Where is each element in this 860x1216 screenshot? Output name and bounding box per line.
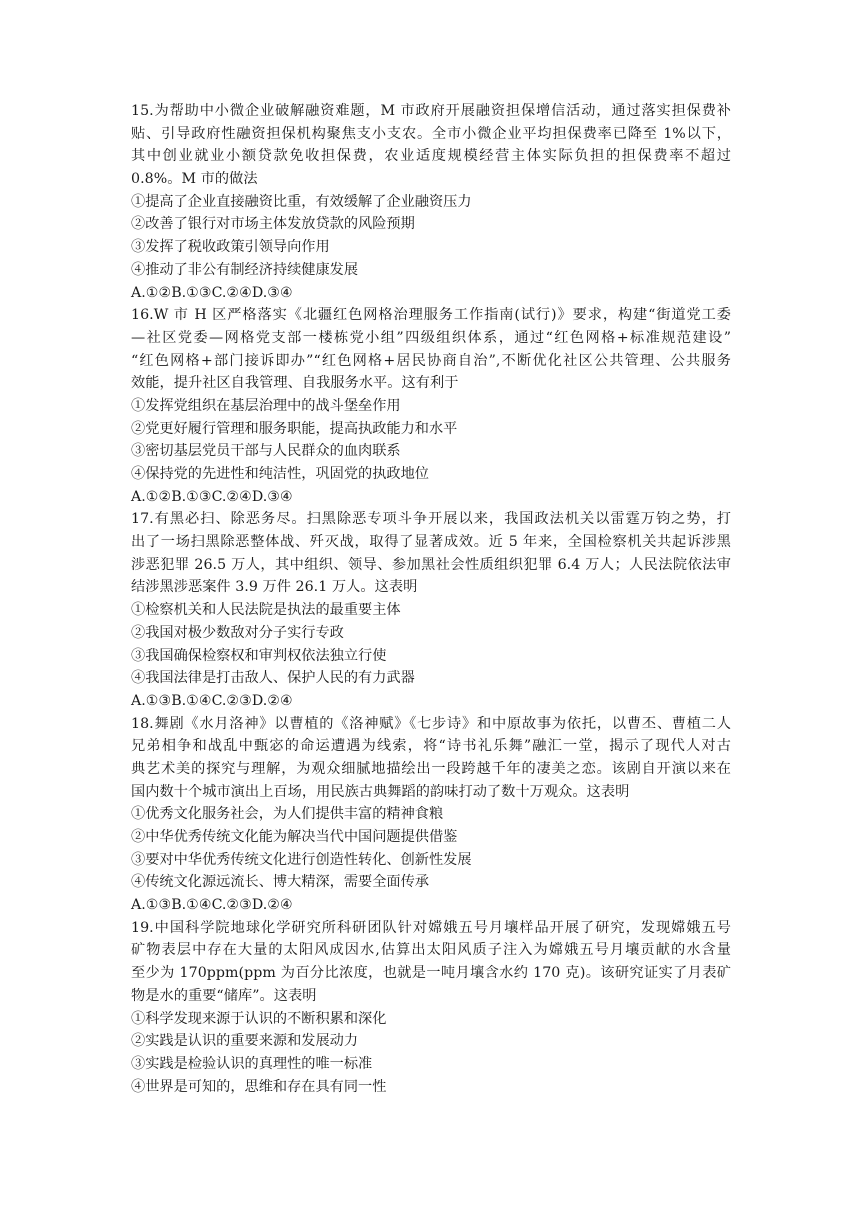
option-3: ③要对中华优秀传统文化进行创造性转化、创新性发展 [131, 851, 472, 868]
stem-line: 其中创业就业小额贷款免收担保费，农业适度规模经营主体实际负担的担保费率不超过 [131, 148, 731, 165]
stem-line: “红色网格+部门接诉即办”“红色网格+居民协商自治”,不断优化社区公共管理、公共服务 [131, 352, 731, 369]
question-stem [131, 917, 731, 1008]
stem-line: 效能，提升社区自我管理、自我服务水平。这有利于 [131, 375, 459, 392]
question-18 [131, 713, 731, 917]
option-2: ②中华优秀传统文化能为解决当代中国问题提供借鉴 [131, 829, 458, 845]
answer-choices: A.①②B.①③C.②④D.③④ [131, 488, 293, 505]
option-4: ④世界是可知的，思维和存在具有同一性 [131, 1078, 387, 1095]
option-2: ②实践是认识的重要来源和发展动力 [131, 1033, 359, 1050]
option-4: ④推动了非公有制经济持续健康发展 [131, 261, 359, 278]
stem-line: 出了一场扫黑除恶整体战、歼灭战，取得了显著成效。近 5 年来，全国检察机关共起诉涉黑 [131, 534, 731, 551]
stem-line: 涉恶犯罪 26.5 万人，其中组织、领导、参加黑社会性质组织犯罪 6.4 万人；人民法院依法审 [131, 556, 731, 573]
question-15 [131, 100, 731, 304]
option-3: ③发挥了税收政策引领导向作用 [131, 239, 330, 256]
option-4: ④保持党的先进性和纯洁性，巩固党的执政地位 [131, 466, 429, 482]
option-2: ②我国对极少数敌对分子实行专政 [131, 624, 344, 641]
option-2: ②改善了银行对市场主体发放贷款的风险预期 [131, 216, 415, 233]
stem-line: —社区党委—网格党支部一楼栋党小组”四级组织体系，通过“红色网格+标准规范建设” [131, 329, 731, 346]
option-3: ③我国确保检察权和审判权依法独立行使 [131, 647, 387, 664]
stem-line: 至少为 170ppm(ppm 为百分比浓度，也就是一吨月壤含水约 170 克)。该研究证实了月表矿 [131, 965, 731, 982]
option-1: ①检察机关和人民法院是执法的最重要主体 [131, 602, 401, 619]
option-1: ①科学发现来源于认识的不断积累和深化 [131, 1010, 387, 1027]
stem-line: 结涉黑涉恶案件 3.9 万件 26.1 万人。这表明 [131, 579, 418, 596]
question-17 [131, 508, 731, 712]
option-4: ④我国法律是打击敌人、保护人民的有力武器 [131, 670, 415, 687]
stem-line: 0.8%。M 市的做法 [131, 171, 258, 188]
question-16 [131, 304, 731, 508]
answer-choices: A.①③B.①④C.②③D.②④ [131, 692, 293, 709]
answer-choices: A.①③B.①④C.②③D.②④ [131, 897, 293, 914]
option-1: ①优秀文化服务社会，为人们提供丰富的精神食粮 [131, 806, 444, 823]
stem-line: 18.舞剧《水月洛神》以曹植的《洛神赋》《七步诗》和中原故事为依托，以曹丕、曹植二人 [131, 715, 731, 732]
question-stem [131, 304, 731, 395]
option-1: ①提高了企业直接融资比重，有效缓解了企业融资压力 [131, 193, 472, 210]
stem-line: 国内数十个城市演出上百场，用民族古典舞蹈的韵味打动了数十万观众。这表明 [131, 783, 630, 800]
question-stem [131, 713, 731, 804]
answer-choices: A.①②B.①③C.②④D.③④ [131, 284, 293, 301]
option-1: ①发挥党组织在基层治理中的战斗堡垒作用 [131, 397, 401, 414]
stem-line: 矿物表层中存在大量的太阳风成因水,估算出太阳风质子注入为嫦娥五号月壤贡献的水含量 [131, 942, 731, 959]
option-3: ③实践是检验认识的真理性的唯一标准 [131, 1055, 373, 1072]
option-2: ②党更好履行管理和服务职能，提高执政能力和水平 [131, 420, 458, 437]
option-3: ③密切基层党员干部与人民群众的血肉联系 [131, 443, 401, 460]
stem-line: 19.中国科学院地球化学研究所科研团队针对嫦娥五号月壤样品开展了研究，发现嫦娥五号 [131, 919, 731, 936]
stem-line: 17.有黑必扫、除恶务尽。扫黑除恶专项斗争开展以来，我国政法机关以雷霆万钧之势，打 [131, 511, 731, 528]
question-stem [131, 508, 731, 599]
option-4: ④传统文化源远流长、博大精深，需要全面传承 [131, 874, 429, 891]
stem-line: 物是水的重要“储库”。这表明 [131, 987, 317, 1004]
stem-line: 典艺术美的探究与理解，为观众细腻地描绘出一段跨越千年的凄美之恋。该剧自开演以来在 [131, 760, 731, 777]
stem-line: 15.为帮助中小微企业破解融资难题，M 市政府开展融资担保增信活动，通过落实担保费补 [131, 103, 731, 119]
stem-line: 贴、引导政府性融资担保机构聚焦支小支农。全市小微企业平均担保费率已降至 1%以下， [131, 125, 731, 142]
question-stem [131, 100, 731, 191]
stem-line: 16.W 市 H 区严格落实《北疆红色网格治理服务工作指南(试行)》要求，构建“街道党工委 [131, 307, 731, 324]
exam-page [131, 100, 731, 1098]
stem-line: 兄弟相争和战乱中甄宓的命运遭遇为线索，将“诗书礼乐舞”融汇一堂，揭示了现代人对古 [131, 738, 731, 755]
question-19 [131, 917, 731, 1099]
